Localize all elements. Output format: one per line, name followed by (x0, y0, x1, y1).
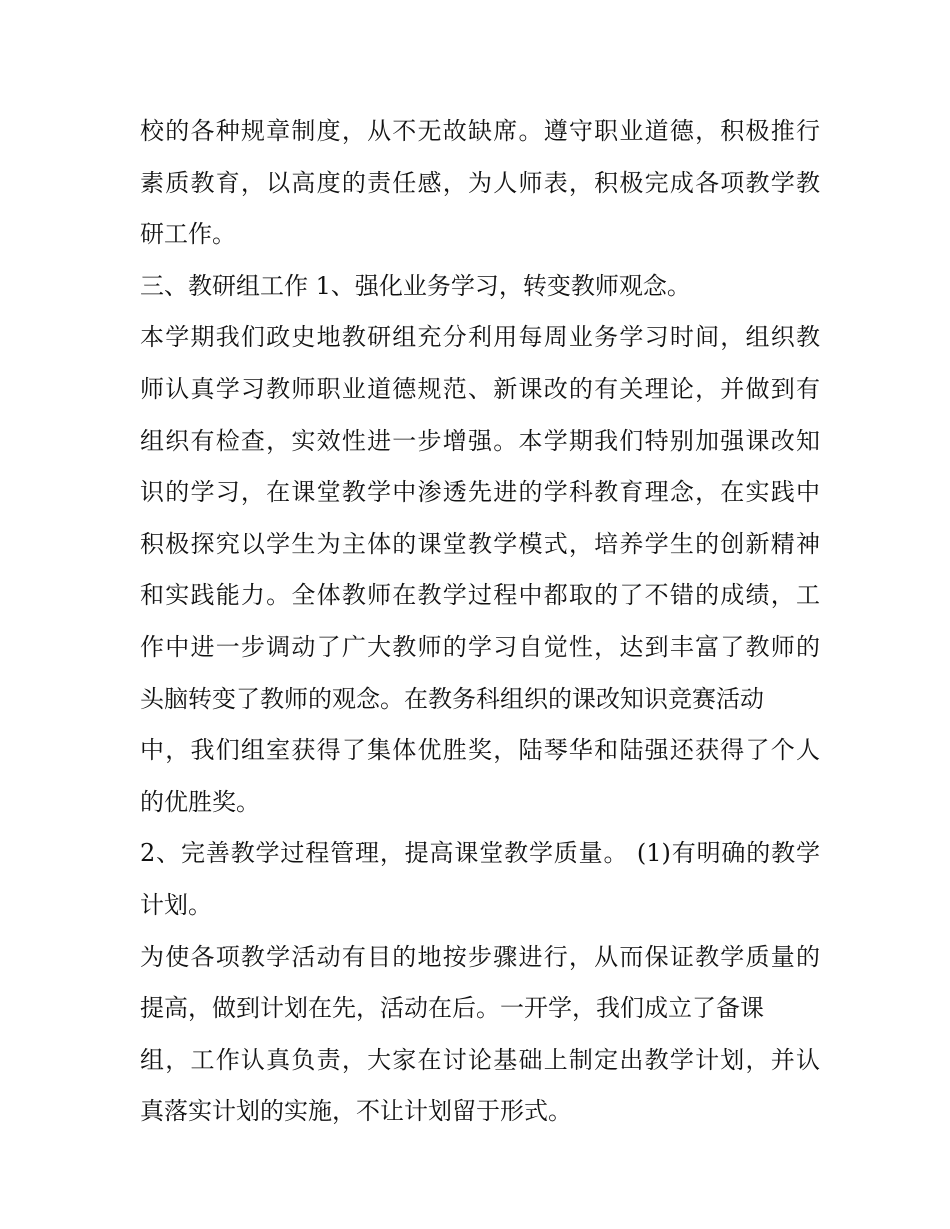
text-line: 校的各种规章制度，从不无故缺席。遵守职业道德，积极推行 (140, 117, 820, 145)
text-line: 师认真学习教师职业道德规范、新课改的有关理论，并做到有 (140, 374, 820, 403)
text-line: 积极探究以学生为主体的课堂教学模式，培养学生的创新精神 (140, 529, 820, 558)
text-line: 和实践能力。全体教师在教学过程中都取的了不错的成绩，工 (140, 581, 820, 610)
document-body (140, 106, 820, 1138)
text-line: 中，我们组室获得了集体优胜奖，陆琴华和陆强还获得了个人 (140, 736, 820, 765)
section-heading: 2、完善教学过程管理，提高课堂教学质量。 (1)有明确的教学 (140, 839, 820, 868)
text-line: 组织有检查，实效性进一步增强。本学期我们特别加强课改知 (140, 426, 820, 455)
text-line: 识的学习，在课堂教学中渗透先进的学科教育理念，在实践中 (140, 478, 820, 507)
text-line: 组，工作认真负责，大家在讨论基础上制定出教学计划，并认 (140, 1045, 820, 1074)
text-line: 提高，做到计划在先，活动在后。一开学，我们成立了备课 (140, 994, 764, 1023)
text-line: 计划。 (140, 890, 212, 919)
text-line: 真落实计划的实施，不让计划留于形式。 (140, 1097, 572, 1126)
section-heading: 三、教研组工作 1、强化业务学习，转变教师观念。 (140, 271, 691, 300)
text-line: 作中进一步调动了广大教师的学习自觉性，达到丰富了教师的 (140, 632, 820, 661)
text-line: 为使各项教学活动有目的地按步骤进行，从而保证教学质量的 (140, 942, 820, 971)
text-line: 本学期我们政史地教研组充分利用每周业务学习时间，组织教 (140, 323, 820, 352)
text-line: 研工作。 (140, 220, 236, 249)
text-line: 的优胜奖。 (140, 787, 260, 816)
text-line: 头脑转变了教师的观念。在教务科组织的课改知识竞赛活动 (140, 684, 764, 713)
text-line: 素质教育，以高度的责任感，为人师表，积极完成各项教学教 (140, 168, 820, 197)
